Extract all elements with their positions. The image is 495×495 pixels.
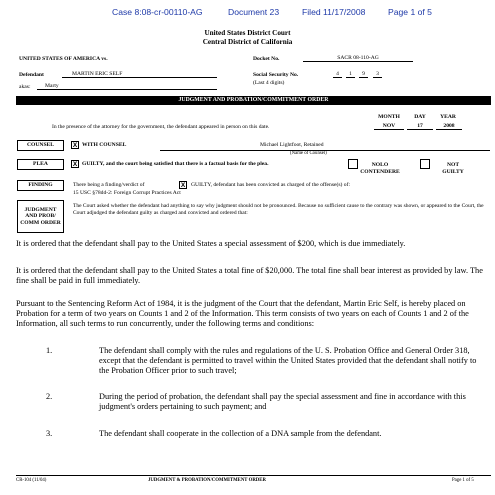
date-day: 17 xyxy=(407,123,433,130)
footer-rule xyxy=(16,475,491,476)
not-guilty-label: NOT GUILTY xyxy=(442,162,464,175)
condition-text: The defendant shall comply with the rules and regulations of the U. S. Probation Office and General Order 318, except that the defendant is permitted to travel within the United States provided that the defendant shall notify to the Probation Officer prior to such travel; xyxy=(99,346,477,375)
judgment-label: JUDGMENT AND PROB/ COMM ORDER xyxy=(17,200,64,233)
ssn-label: Social Security No. xyxy=(253,72,299,78)
case-number: Case 8:08-cr-00110-AG xyxy=(112,7,203,17)
counsel-label: COUNSEL xyxy=(17,140,64,151)
docket-label: Docket No. xyxy=(253,56,280,62)
header-page: Page 1 of 5 xyxy=(388,7,432,17)
finding-checkbox[interactable]: X xyxy=(180,181,186,189)
counsel-caption: (Name of Counsel) xyxy=(290,151,327,156)
title-bar: JUDGMENT AND PROBATION/COMMITMENT ORDER xyxy=(16,96,491,105)
finding-text-post: GUILTY, defendant has been convicted as charged of the offense(s) of: xyxy=(191,182,351,188)
ssn-note: (Last 4 digits) xyxy=(253,80,285,86)
condition-number: 1. xyxy=(46,346,53,355)
footer-form: CR-104 (11/04) xyxy=(16,478,47,483)
offense: 15 USC §78dd-2: Foreign Corrupt Practices Act xyxy=(73,190,181,196)
fine-paragraph: It is ordered that the defendant shall pay to the United States a total fine of $20,000. The total fine shall bear interest as provided by law. The fine shall be paid in full immediately. xyxy=(16,266,483,285)
assessment-paragraph: It is ordered that the defendant shall pay to the United States a special assessment of $200, which is due immediately. xyxy=(16,239,406,248)
footer-page: Page 1 of 5 xyxy=(452,478,474,483)
condition-text: The defendant shall cooperate in the collection of a DNA sample from the defendant. xyxy=(99,429,382,438)
filed-date: Filed 11/17/2008 xyxy=(302,7,366,17)
footer-title: JUDGMENT & PROBATION/COMMITMENT ORDER xyxy=(148,478,266,483)
defendant-name: MARTIN ERIC SELF xyxy=(62,71,217,78)
month-label: MONTH xyxy=(378,114,400,120)
condition-number: 3. xyxy=(46,429,53,438)
finding-text-pre: There being a finding/verdict of xyxy=(73,182,145,188)
ssn-digit: 3 xyxy=(373,71,382,78)
plea-text: GUILTY, and the court being satisfied that there is a factual basis for the plea. xyxy=(82,161,269,167)
ssn-digit: 9 xyxy=(359,71,368,78)
condition-number: 2. xyxy=(46,392,53,401)
date-year: 2008 xyxy=(436,123,462,130)
ssn-digit: 1 xyxy=(346,71,355,78)
docket-number: SACR 08-110-AG xyxy=(303,55,413,62)
akas-value: Marty xyxy=(37,83,217,90)
judgment-text: The Court asked whether the defendant had anything to say why judgment should not be pronounced. Because no sufficient cause to the contrary was shown, or appeared to the Court, the Court adjudged the defendant guilty as charged and convicted and ordered that: xyxy=(73,203,484,216)
plea-guilty-checkbox[interactable]: X xyxy=(72,160,78,168)
not-guilty-checkbox[interactable] xyxy=(420,159,430,169)
akas-label: akas: xyxy=(19,84,31,90)
plea-label: PLEA xyxy=(17,159,64,170)
counsel-checkbox[interactable]: X xyxy=(72,141,78,149)
defendant-label: Defendant xyxy=(19,72,44,78)
appearance-text: In the presence of the attorney for the government, the defendant appeared in person on this date. xyxy=(52,124,270,130)
date-month: NOV xyxy=(374,123,404,130)
condition-text: During the period of probation, the defendant shall pay the special assessment and fine in accordance with this judgment's orders pertaining to such payment; and xyxy=(99,392,466,411)
probation-paragraph: Pursuant to the Sentencing Reform Act of 1984, it is the judgment of the Court that the defendant, Martin Eric Self, is hereby placed on Probation for a term of two years on Counts 1 and 2 of the Information. This term consists of two years on each of Counts 1 and 2 of the Information, all such terms to run concurrently, under the following terms and conditions: xyxy=(16,299,469,328)
finding-label: FINDING xyxy=(17,180,64,191)
court-name: United States District Court xyxy=(204,29,291,37)
ssn-digit: 4 xyxy=(333,71,342,78)
plaintiff-caption: UNITED STATES OF AMERICA vs. xyxy=(19,56,108,62)
counsel-text: WITH COUNSEL xyxy=(82,142,127,148)
year-label: YEAR xyxy=(440,114,456,120)
document-number: Document 23 xyxy=(228,7,280,17)
court-district: Central District of California xyxy=(202,38,293,46)
counsel-name: Michael Lightfoot, Retained xyxy=(260,142,324,148)
nolo-label: NOLO CONTENDERE xyxy=(360,162,400,175)
day-label: DAY xyxy=(414,114,426,120)
